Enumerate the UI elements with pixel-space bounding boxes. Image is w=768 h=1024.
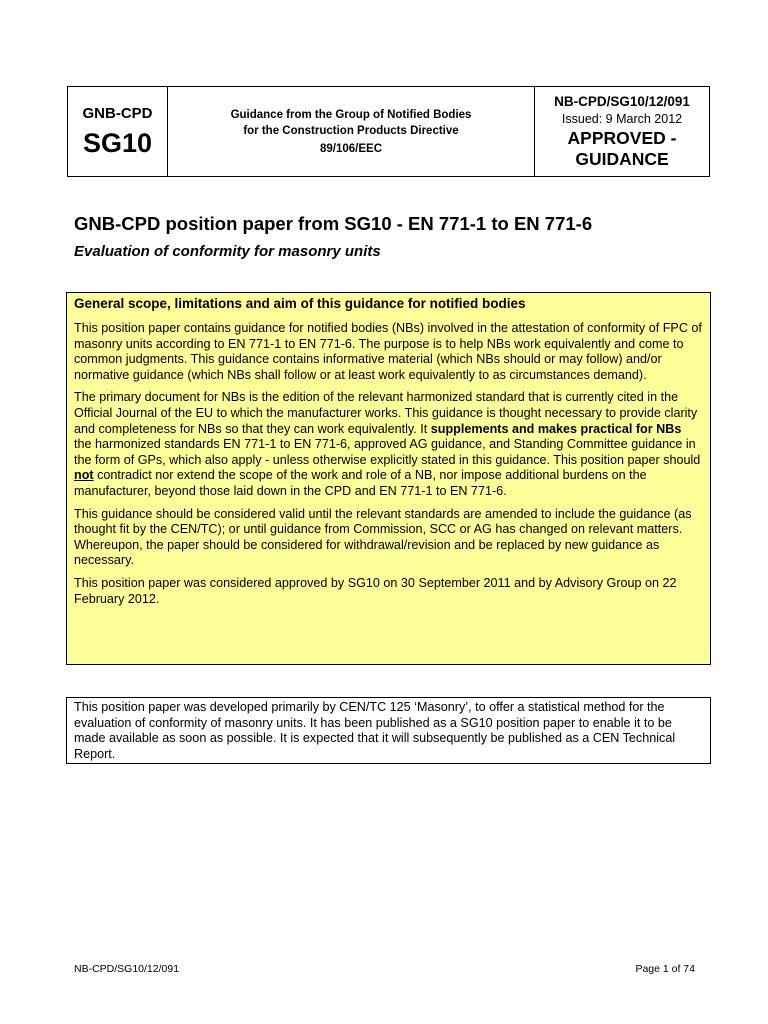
header-guidance-cell [168,87,535,176]
scope-paragraph-1: This position paper contains guidance for notified bodies (NBs) involved in the attestation of conformity of FPC of masonry units according to EN 771-1 to EN 771-6. The purpose is to help NBs work equivalently and come to common judgments. This guidance contains informative material (which NBs should or may follow) and/or normative guidance (which NBs shall follow or at least work equivalently to as circumstances demand). [74,321,702,382]
header-group-cell [68,87,168,176]
scope-paragraph-3: This guidance should be considered valid until the relevant standards are amended to include the guidance (as thought fit by the CEN/TC); or until guidance from Commission, SCC or AG has changed on relevant matters. Whereupon, the paper should be considered for withdrawal/revision and be replaced by new guidance as necessary. [74,506,692,568]
scope-p2-bold: supplements and makes practical for NBs [430,421,682,436]
scope-paragraph-2 [74,390,702,499]
approval-status [568,128,677,170]
scope-p2-not: not [74,468,94,483]
issued-date: Issued: 9 March 2012 [561,112,683,126]
status-line-2: GUIDANCE [575,149,669,169]
page-title: GNB-CPD position paper from SG10 - EN 771-1 to EN 771-6 [74,213,593,234]
development-note-box: This position paper was developed primarily by CEN/TC 125 ‘Masonry’, to offer a statistical method for the evaluation of conformity of masonry units. It has been published as a SG10 position paper to enable it to be made available as soon as possible. It is expected that it will subsequently be published as a CEN Technical Report. [66,697,711,764]
footer-page-number: Page 1 of 74 [635,963,695,975]
scope-p2-text-a: The primary document for NBs is the edition of the relevant harmonized standard that is currently cited in the Official Journal of the EU to which the manufacturer works. This guidance is thought necessary to provide clarity and completeness for NBs so that they can work equivalently. It [74,390,698,436]
status-line-1: APPROVED - [567,128,677,148]
scope-box [66,292,711,665]
scope-p2-text-c: contradict nor extend the scope of the work and role of a NB, nor impose additional burdens on the manufacturer, beyond those laid down in the CPD and EN 771-1 to EN 771-6. [74,468,647,498]
scope-paragraph-4: This position paper was considered approved by SG10 on 30 September 2011 and by Advisory Group on 22 February 2012. [74,575,677,606]
footer-reference: NB-CPD/SG10/12/091 [74,963,180,975]
page-subtitle: Evaluation of conformity for masonry units [74,243,381,260]
scope-p2-text-b: the harmonized standards EN 771-1 to EN 771-6, approved AG guidance, and Standing Committee guidance in the form of GPs, which also apply - unless otherwise explicitly stated in this guidance. This position paper should [74,437,701,467]
header-status-cell [535,87,709,176]
org-name: GNB-CPD [82,104,153,122]
scope-heading: General scope, limitations and aim of this guidance for notified bodies [74,296,526,311]
group-name: SG10 [82,127,153,158]
document-reference: NB-CPD/SG10/12/091 [554,94,690,109]
guidance-line-3: 89/106/EEC [319,142,382,155]
guidance-line-1: Guidance from the Group of Notified Bodies [230,108,472,121]
document-header [67,86,710,177]
guidance-line-2: for the Construction Products Directive [243,124,459,137]
